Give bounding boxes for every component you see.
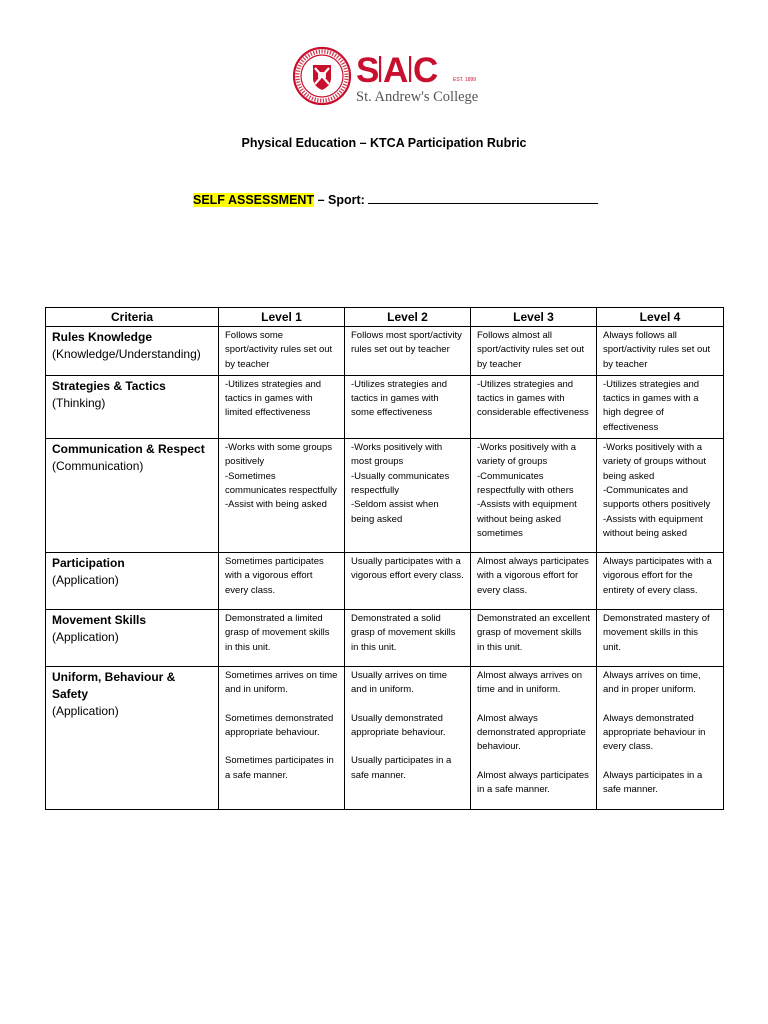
criteria-cell: [46, 610, 219, 667]
page-title: Physical Education – KTCA Participation Rubric: [241, 136, 527, 150]
self-assessment-label: SELF ASSESSMENT: [193, 193, 315, 207]
level-cell: [345, 439, 471, 553]
level-cell: [471, 610, 597, 667]
descriptor: -Works positively with a variety of groups -Communicates respectfully with others -Assists with equipment without being asked sometimes: [477, 442, 577, 539]
descriptor: Almost always arrives on time and in uniform.: [477, 670, 583, 696]
logo-school-name: St. Andrew's College: [356, 89, 478, 105]
descriptor: Always follows all sport/activity rules set out by teacher: [603, 330, 711, 370]
logo-letter-s: S: [356, 51, 380, 90]
criteria-name: Strategies & Tactics: [52, 378, 166, 393]
rubric-table: [45, 307, 724, 810]
criteria-name: Movement Skills: [52, 613, 147, 628]
descriptor: -Utilizes strategies and tactics in games with a high degree of effectiveness: [603, 378, 700, 433]
criteria-name: Participation: [52, 556, 125, 571]
header-level-1: Level 1: [219, 308, 345, 327]
descriptor: Demonstrated a solid grasp of movement skills in this unit.: [351, 613, 456, 653]
header-level-2: Level 2: [345, 308, 471, 327]
criteria-cell: [46, 667, 219, 810]
descriptor: Almost always participates in a safe manner.: [477, 769, 589, 795]
descriptor: -Works with some groups positively -Sometimes communicates respectfully -Assist with being asked: [225, 442, 337, 511]
descriptor: Follows some sport/activity rules set out by teacher: [225, 330, 333, 370]
level-cell: [219, 610, 345, 667]
descriptor: Usually demonstrated appropriate behaviour.: [351, 712, 446, 738]
level-cell: [345, 327, 471, 376]
descriptor: Follows most sport/activity rules set out by teacher: [351, 330, 462, 356]
criteria-category: (Thinking): [52, 395, 106, 410]
descriptor: Sometimes arrives on time and in uniform.: [225, 670, 338, 696]
descriptor: Demonstrated an excellent grasp of movement skills in this unit.: [477, 613, 591, 653]
descriptor: -Works positively with most groups -Usually communicates respectfully -Seldom assist when being asked: [351, 442, 450, 525]
descriptor: Demonstrated mastery of movement skills in this unit.: [603, 613, 710, 653]
self-assessment-line: [193, 193, 598, 207]
level-cell: [471, 439, 597, 553]
criteria-category: (Application): [52, 630, 119, 645]
table-header-row: [46, 308, 724, 327]
level-cell: [345, 667, 471, 810]
descriptor: Usually participates in a safe manner.: [351, 755, 452, 781]
criteria-name: Rules Knowledge: [52, 330, 153, 344]
criteria-name: Uniform, Behaviour & Safety: [52, 670, 176, 702]
level-cell: [597, 553, 724, 610]
level-cell: [219, 327, 345, 376]
descriptor: Almost always demonstrated appropriate behaviour.: [477, 712, 586, 753]
level-cell: [471, 667, 597, 810]
table-row: [46, 375, 724, 438]
descriptor: -Utilizes strategies and tactics in games with some effectiveness: [351, 378, 448, 419]
table-row: [46, 553, 724, 610]
criteria-cell: [46, 553, 219, 610]
level-cell: [597, 439, 724, 553]
descriptor: Usually arrives on time and in uniform.: [351, 670, 448, 696]
criteria-category: (Application): [52, 573, 119, 588]
table-row: [46, 439, 724, 553]
logo-letter-a: A: [383, 51, 409, 90]
descriptor: Almost always participates with a vigorous effort for every class.: [477, 556, 589, 596]
descriptor: Always participates in a safe manner.: [603, 769, 703, 795]
criteria-cell: [46, 375, 219, 438]
descriptor: Always arrives on time, and in proper uniform.: [603, 670, 701, 696]
school-logo-graphic: [292, 46, 478, 106]
level-cell: [471, 375, 597, 438]
descriptor: Sometimes participates in a safe manner.: [225, 755, 334, 781]
level-cell: [597, 327, 724, 376]
logo-est: EST. 1899: [453, 77, 477, 83]
descriptor: Sometimes participates with a vigorous effort every class.: [225, 556, 324, 596]
criteria-cell: [46, 439, 219, 553]
descriptor: Sometimes demonstrated appropriate behaviour.: [225, 712, 334, 738]
table-row: [46, 327, 724, 376]
criteria-category: (Knowledge/Understanding): [52, 347, 201, 361]
descriptor: Usually participates with a vigorous effort every class.: [351, 556, 464, 582]
header-criteria: Criteria: [46, 308, 219, 327]
descriptor: Always demonstrated appropriate behaviour in every class.: [603, 712, 706, 753]
header-level-4: Level 4: [597, 308, 724, 327]
school-logo: [292, 46, 478, 106]
descriptor: -Utilizes strategies and tactics in games with considerable effectiveness: [477, 378, 589, 419]
table-row: [46, 667, 724, 810]
descriptor: Follows almost all sport/activity rules set out by teacher: [477, 330, 585, 370]
level-cell: [219, 375, 345, 438]
sport-blank-field: [368, 193, 598, 204]
descriptor: -Utilizes strategies and tactics in games with limited effectiveness: [225, 378, 322, 419]
level-cell: [471, 553, 597, 610]
descriptor: Demonstrated a limited grasp of movement skills in this unit.: [225, 613, 330, 653]
descriptor: -Works positively with a variety of groups without being asked -Communicates and supports others positively -Assists with equipment without being asked: [603, 442, 711, 539]
crest-seal-icon: [294, 48, 350, 104]
level-cell: [597, 375, 724, 438]
table-row: [46, 610, 724, 667]
sport-label: – Sport:: [317, 193, 365, 207]
criteria-name: Communication & Respect: [52, 442, 205, 457]
level-cell: [345, 553, 471, 610]
level-cell: [471, 327, 597, 376]
criteria-cell: [46, 327, 219, 376]
criteria-category: (Communication): [52, 459, 144, 474]
level-cell: [219, 667, 345, 810]
level-cell: [345, 610, 471, 667]
level-cell: [597, 667, 724, 810]
level-cell: [597, 610, 724, 667]
logo-letter-c: C: [413, 51, 439, 90]
level-cell: [345, 375, 471, 438]
header-level-3: Level 3: [471, 308, 597, 327]
level-cell: [219, 439, 345, 553]
criteria-category: (Application): [52, 704, 119, 719]
descriptor: Always participates with a vigorous effort for the entirety of every class.: [603, 556, 712, 596]
level-cell: [219, 553, 345, 610]
